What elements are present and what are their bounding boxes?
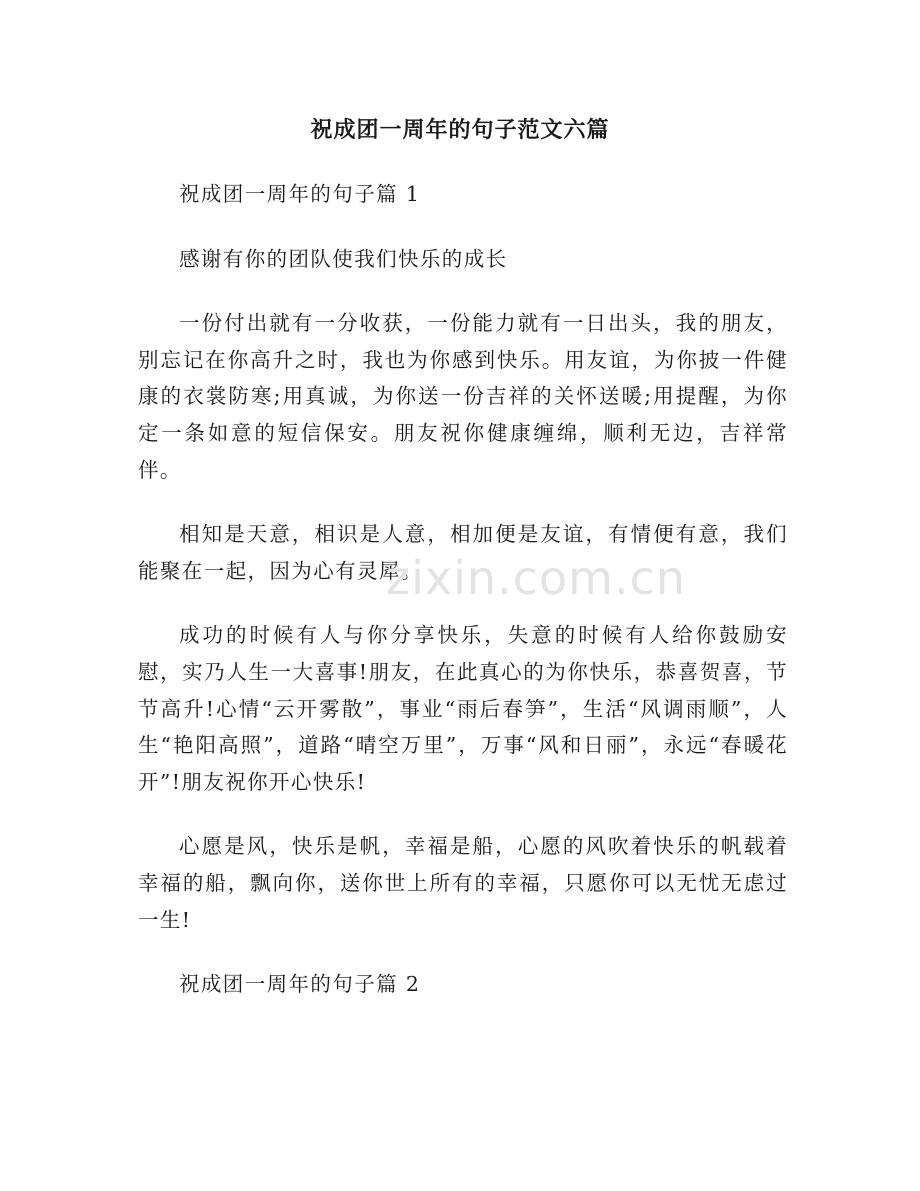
paragraph-1-4: 成功的时候有人与你分享快乐，失意的时候有人给你鼓励安慰，实乃人生一大喜事!朋友，在此真心的为你快乐，恭喜贺喜，节节高升!心情“云开雾散”，事业“雨后春笋”，生活“风调雨顺”，人生“艳阳高照”，道路“晴空万里”，万事“风和日丽”，永远“春暖花开”!朋友祝你开心快乐! [138,623,788,794]
paragraph-1-2: 一份付出就有一分收获，一份能力就有一日出头，我的朋友，别忘记在你高升之时，我也为你感到快乐。用友谊，为你披一件健康的衣裳防寒;用真诚，为你送一份吉祥的关怀送暖;用提醒，为你定一条如意的短信保安。朋友祝你健康缠绵，顺利无边，吉祥常伴。 [138,311,788,482]
watermark: zixin.com.cn [386,551,687,605]
document-title: 祝成团一周年的句子范文六篇 [310,118,610,143]
paragraph-1-3: 相知是天意，相识是人意，相加便是友谊，有情便有意，我们能聚在一起，因为心有灵犀。 [138,522,788,583]
section-heading-1: 祝成团一周年的句子篇 1 [179,182,421,206]
paragraph-1-5: 心愿是风，快乐是帆，幸福是船，心愿的风吹着快乐的帆载着幸福的船，飘向你，送你世上所有的幸福，只愿你可以无忧无虑过一生! [138,834,788,932]
document-body [138,176,788,1003]
section-heading-2: 祝成团一周年的句子篇 2 [179,972,421,997]
paragraph-1-1: 感谢有你的团队使我们快乐的成长 [179,246,508,271]
